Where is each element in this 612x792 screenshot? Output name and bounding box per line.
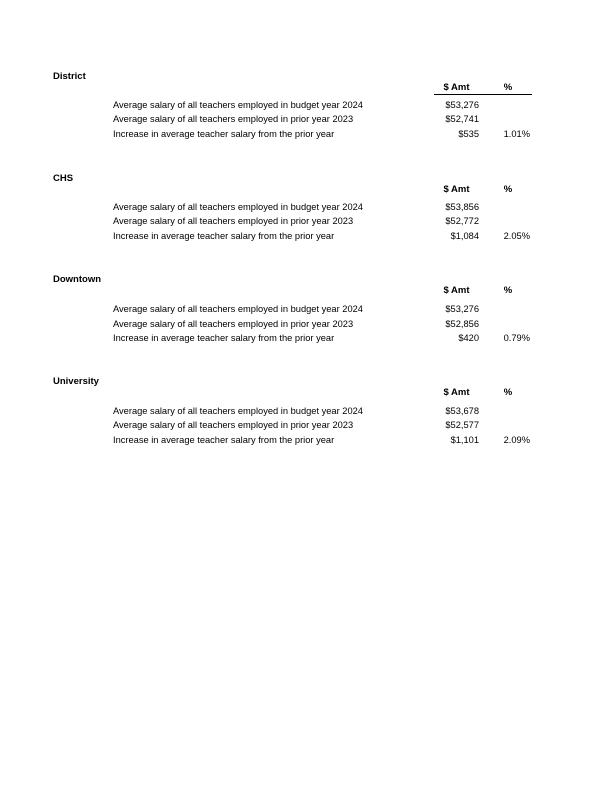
table-row	[0, 127, 612, 141]
table-row	[0, 331, 612, 345]
row-percent: 0.79%	[503, 333, 530, 343]
percent-column-header: %	[503, 387, 513, 398]
table-row	[0, 200, 612, 214]
row-amount: $535	[458, 129, 479, 139]
row-amount: $52,577	[445, 420, 479, 430]
percent-column-header: %	[503, 82, 513, 93]
section-downtown	[0, 274, 612, 364]
section-title: CHS	[53, 173, 74, 184]
row-label: Increase in average teacher salary from the prior year	[113, 333, 335, 343]
row-label: Average salary of all teachers employed in prior year 2023	[113, 114, 354, 124]
table-row	[0, 418, 612, 432]
row-label: Average salary of all teachers employed in budget year 2024	[113, 202, 363, 212]
amount-column-header: $ Amt	[443, 387, 470, 398]
row-percent: 2.05%	[503, 231, 530, 241]
row-amount: $53,276	[445, 100, 479, 110]
row-amount: $52,772	[445, 216, 479, 226]
amount-column-header: $ Amt	[443, 184, 470, 195]
section-title: Downtown	[53, 274, 102, 285]
row-amount: $53,276	[445, 304, 479, 314]
table-row	[0, 317, 612, 331]
row-label: Increase in average teacher salary from the prior year	[113, 435, 335, 445]
table-row	[0, 98, 612, 112]
percent-column-header: %	[503, 184, 513, 195]
row-amount: $52,856	[445, 319, 479, 329]
table-row	[0, 112, 612, 126]
row-label: Average salary of all teachers employed in prior year 2023	[113, 216, 354, 226]
row-label: Average salary of all teachers employed in prior year 2023	[113, 319, 354, 329]
row-amount: $420	[458, 333, 479, 343]
row-amount: $53,678	[445, 406, 479, 416]
row-label: Average salary of all teachers employed in budget year 2024	[113, 304, 363, 314]
percent-column-header: %	[503, 285, 513, 296]
row-percent: 1.01%	[503, 129, 530, 139]
row-amount: $1,101	[450, 435, 479, 445]
table-row	[0, 229, 612, 243]
table-row	[0, 214, 612, 228]
row-label: Average salary of all teachers employed in budget year 2024	[113, 406, 363, 416]
table-row	[0, 302, 612, 316]
header-underline	[434, 94, 532, 95]
section-university	[0, 376, 612, 466]
row-label: Average salary of all teachers employed in prior year 2023	[113, 420, 354, 430]
row-label: Average salary of all teachers employed in budget year 2024	[113, 100, 363, 110]
section-district	[0, 71, 612, 161]
table-row	[0, 404, 612, 418]
row-amount: $1,084	[450, 231, 479, 241]
table-row	[0, 433, 612, 447]
section-title: University	[53, 376, 99, 387]
row-percent: 2.09%	[503, 435, 530, 445]
row-label: Increase in average teacher salary from the prior year	[113, 129, 335, 139]
row-label: Increase in average teacher salary from the prior year	[113, 231, 335, 241]
section-chs	[0, 173, 612, 263]
row-amount: $53,856	[445, 202, 479, 212]
row-amount: $52,741	[445, 114, 479, 124]
section-title: District	[53, 71, 86, 82]
amount-column-header: $ Amt	[443, 285, 470, 296]
amount-column-header: $ Amt	[443, 82, 470, 93]
